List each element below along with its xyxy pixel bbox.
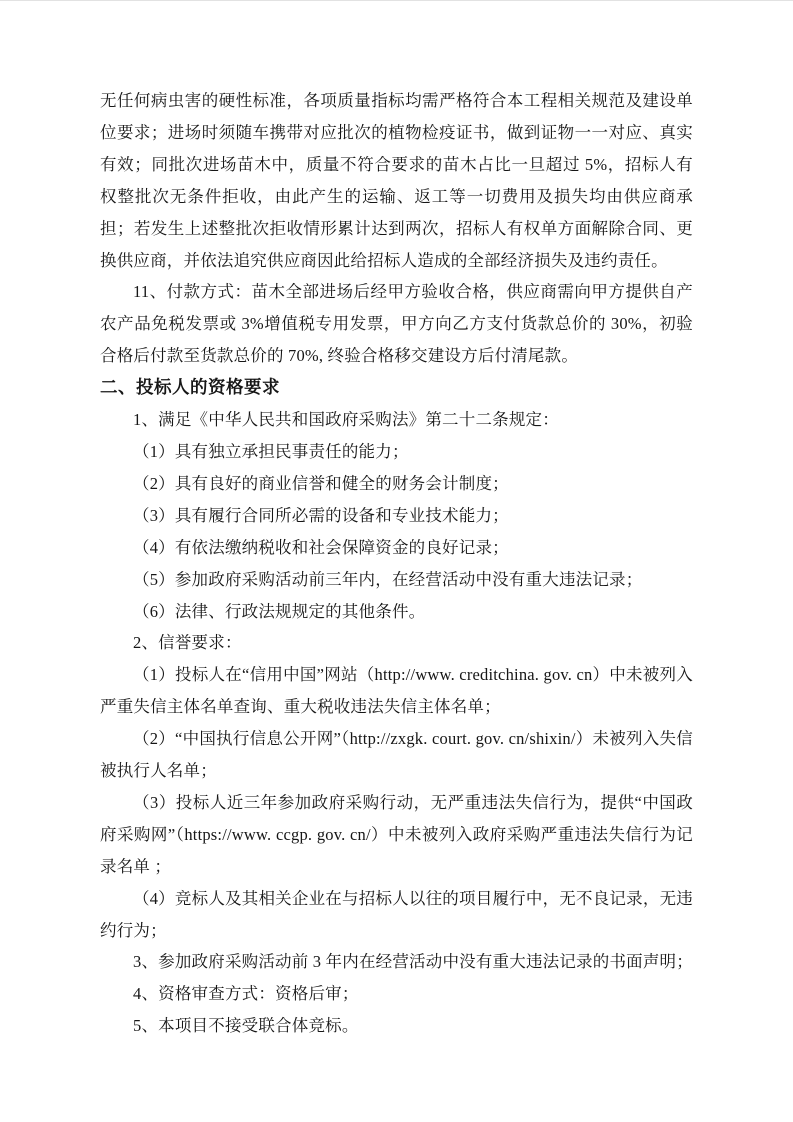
- paragraph-quality-standards: 无任何病虫害的硬性标准，各项质量指标均需严格符合本工程相关规范及建设单位要求；进场时须随车携带对应批次的植物检疫证书，做到证物一一对应、真实有效；同批次进场苗木中，质量不符合要求的苗木占比一旦超过 5%，招标人有权整批次无条件拒收，由此产生的运输、返工等一切费用及损失均由供应商承担；若发生上述整批次拒收情形累计达到两次，招标人有权单方面解除合同、更换供应商，并依法追究供应商因此给招标人造成的全部经济损失及违约责任。: [100, 91, 693, 270]
- paragraph-payment-terms: 11、付款方式：苗木全部进场后经甲方验收合格，供应商需向甲方提供自产农产品免税发票或 3%增值税专用发票，甲方向乙方支付货款总价的 30%，初验合格后付款至货款总价的 70%, 终验合格移交建设方后付清尾款。: [100, 282, 693, 366]
- heading-bidder-qualifications: 二、投标人的资格要求: [100, 377, 280, 398]
- item-law-condition-4: （4）有依法缴纳税收和社会保障资金的良好记录；: [133, 537, 509, 557]
- item-law-condition-1: （1）具有独立承担民事责任的能力；: [133, 441, 409, 461]
- item-written-declaration: 3、参加政府采购活动前 3 年内在经营活动中没有重大违法记录的书面声明；: [133, 952, 693, 972]
- item-no-consortium: 5、本项目不接受联合体竞标。: [133, 1016, 359, 1036]
- item-law-condition-5: （5）参加政府采购活动前三年内，在经营活动中没有重大违法记录；: [133, 569, 643, 589]
- item-law-condition-3: （3）具有履行合同所必需的设备和专业技术能力；: [133, 505, 509, 525]
- item-qualification-review: 4、资格审查方式：资格后审；: [133, 984, 359, 1004]
- item-credit-requirements: 2、信誉要求：: [133, 633, 242, 653]
- document-body: [100, 85, 693, 1042]
- item-law-condition-6: （6）法律、行政法规规定的其他条件。: [133, 601, 426, 621]
- item-court-enforcement-site: （2）“中国执行信息公开网”（http://zxgk. court. gov. cn/shixin/）未被列入失信被执行人名单；: [100, 729, 693, 781]
- item-past-project-record: （4）竞标人及其相关企业在与招标人以往的项目履行中，无不良记录，无违约行为；: [100, 888, 693, 940]
- item-ccgp-site: （3）投标人近三年参加政府采购行动，无严重违法失信行为，提供“中国政府采购网”（https://www. ccgp. gov. cn/）中未被列入政府采购严重违法失信行为记录名单 ；: [100, 792, 693, 876]
- item-law-condition-2: （2）具有良好的商业信誉和健全的财务会计制度；: [133, 473, 509, 493]
- item-credit-china: （1）投标人在“信用中国”网站（http://www. creditchina. gov. cn）中未被列入严重失信主体名单查询、重大税收违法失信主体名单；: [100, 665, 693, 717]
- item-law-article22: 1、满足《中华人民共和国政府采购法》第二十二条规定：: [133, 410, 559, 430]
